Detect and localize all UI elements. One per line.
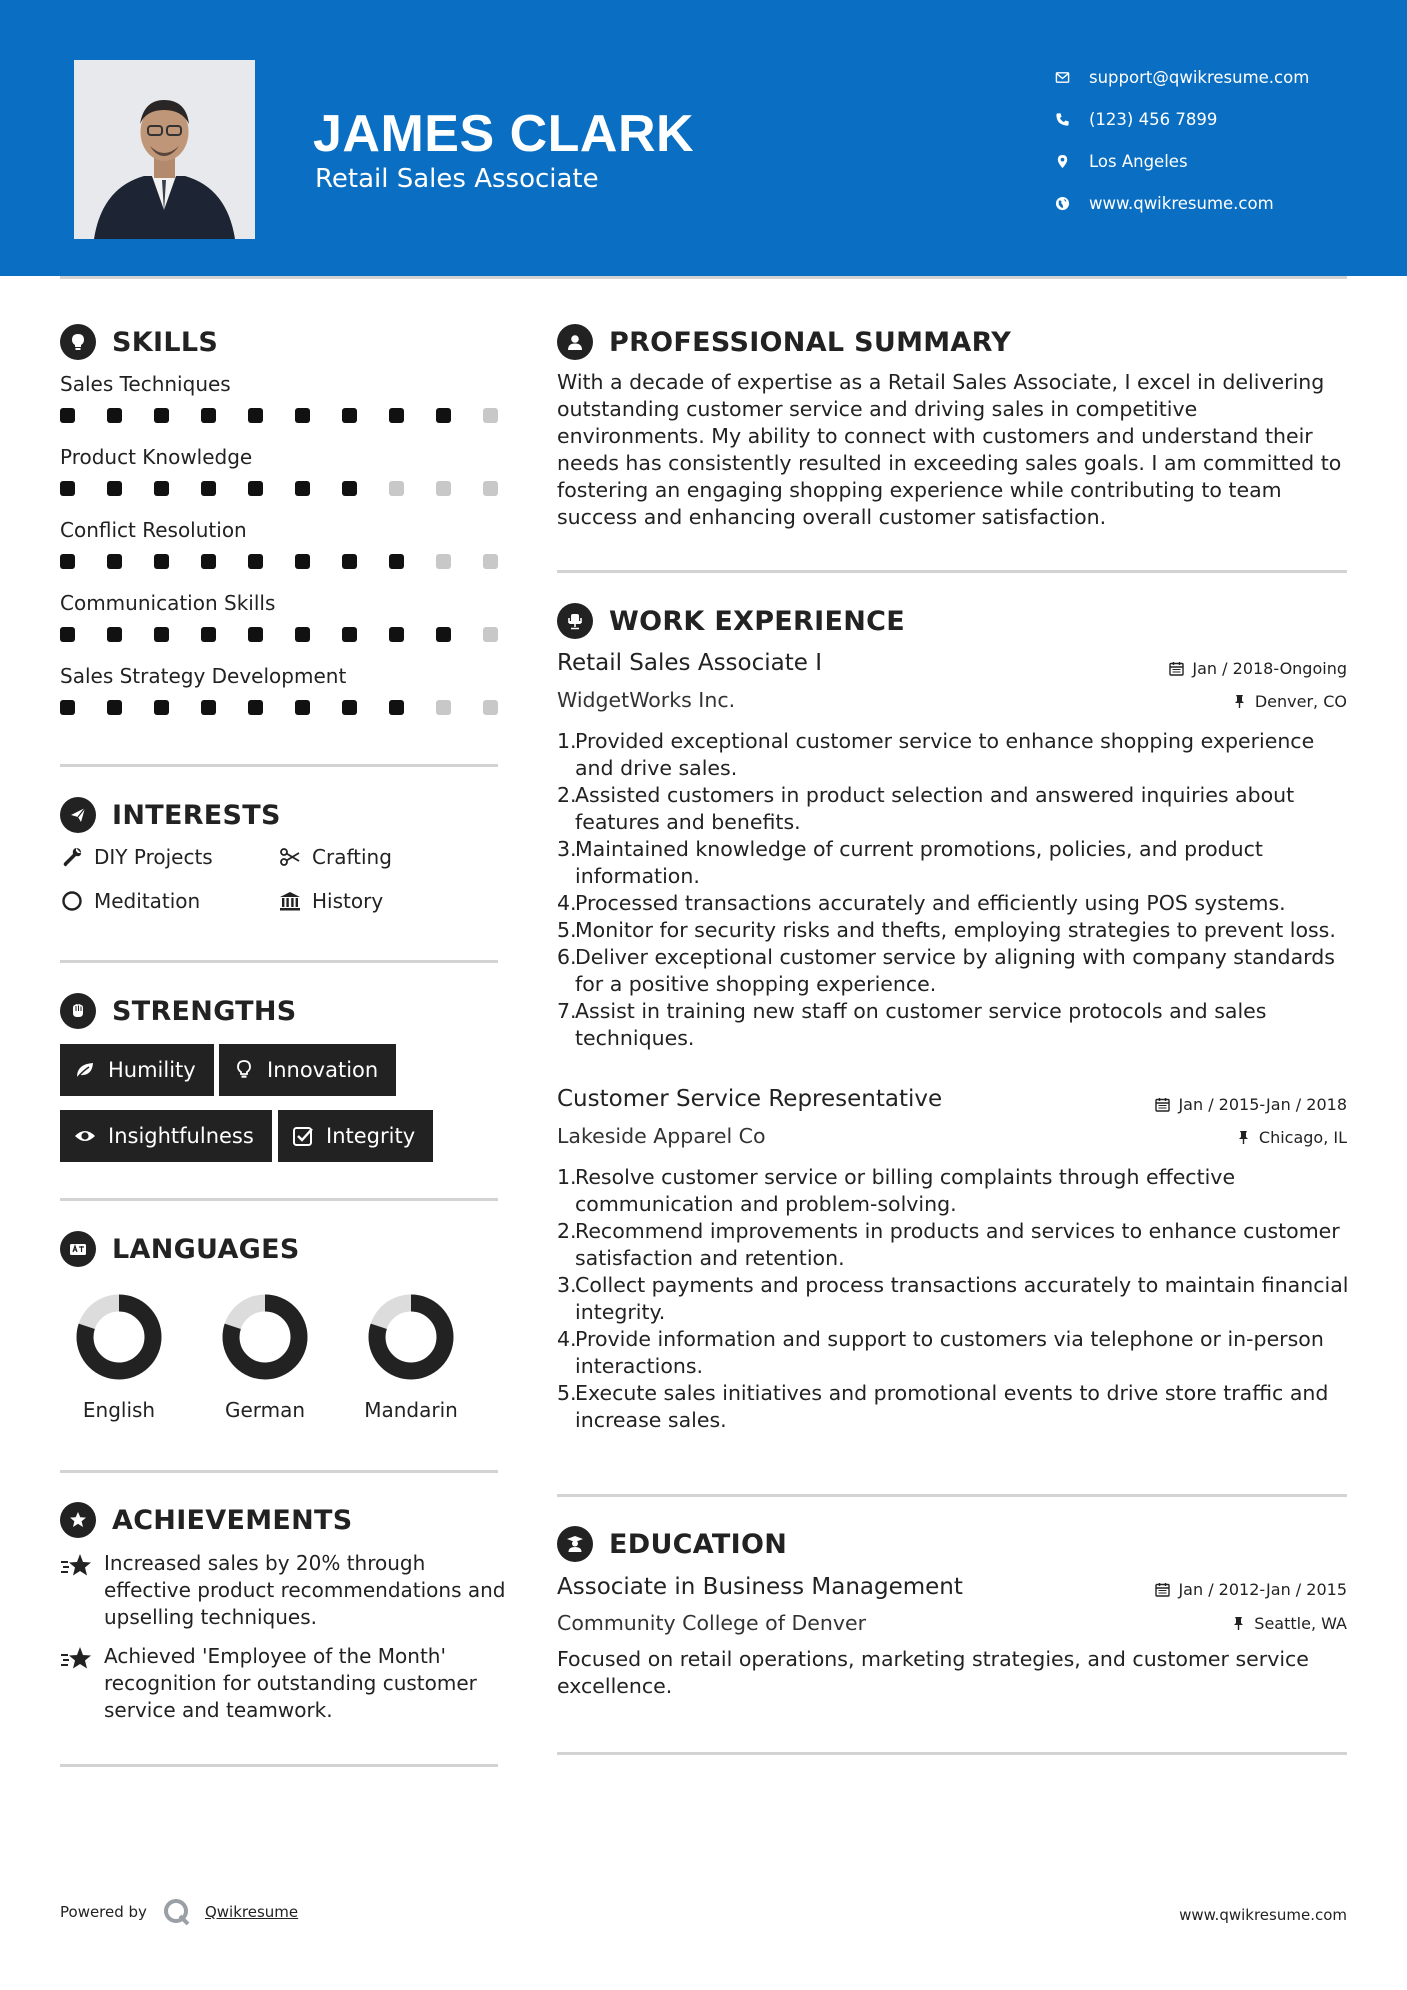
job-location-text: Denver, CO — [1254, 692, 1347, 711]
rating-dot-empty — [436, 554, 451, 569]
job-dates — [1169, 659, 1347, 678]
leaf-icon — [72, 1059, 98, 1081]
strength-label: Integrity — [326, 1124, 416, 1148]
language-name: German — [224, 1398, 306, 1422]
eye-icon — [72, 1125, 98, 1147]
pushpin-icon — [1231, 1616, 1246, 1631]
star-icon — [60, 1643, 104, 1724]
rating-dot-filled — [201, 700, 216, 715]
graduate-icon — [557, 1526, 593, 1562]
interest-item — [60, 845, 213, 869]
contact-phone — [1055, 98, 1309, 140]
experience-divider — [557, 1494, 1347, 1497]
contact-email[interactable] — [1055, 56, 1309, 98]
interests-divider — [60, 960, 498, 963]
job-location — [1232, 692, 1347, 711]
calendar-icon — [1155, 1582, 1170, 1597]
rating-dot-filled — [342, 554, 357, 569]
rating-dot-filled — [295, 408, 310, 423]
contact-location-text: Los Angeles — [1089, 151, 1188, 171]
star-icon — [60, 1550, 104, 1631]
education-school: Community College of Denver — [557, 1611, 867, 1635]
achievement-item — [60, 1550, 510, 1631]
contact-email-text[interactable]: support@qwikresume.com — [1089, 67, 1310, 87]
rating-dot-filled — [295, 700, 310, 715]
rating-dot-filled — [154, 700, 169, 715]
calendar-icon — [1155, 1097, 1170, 1112]
rating-dot-filled — [201, 627, 216, 642]
skill-rating — [60, 554, 498, 569]
skill-rating — [60, 627, 498, 642]
strength-label: Humility — [108, 1058, 196, 1082]
summary-title: PROFESSIONAL SUMMARY — [609, 326, 1012, 358]
job-duties — [557, 728, 1357, 1052]
rating-dot-empty — [483, 554, 498, 569]
rating-dot-filled — [107, 554, 122, 569]
duty-item: 7. Assist in training new staff on customer service protocols and sales techniques. — [557, 999, 1267, 1050]
rating-dot-empty — [483, 481, 498, 496]
profile-photo — [74, 60, 255, 239]
envelope-icon — [1055, 70, 1089, 85]
contact-list — [1055, 56, 1309, 224]
job-company: WidgetWorks Inc. — [557, 688, 736, 712]
rating-dot-filled — [436, 408, 451, 423]
fist-icon — [60, 993, 96, 1029]
education-divider — [557, 1752, 1347, 1755]
skill-item — [60, 589, 500, 642]
duty-item: 4. Processed transactions accurately and efficiently using POS systems. — [557, 891, 1286, 915]
language-icon — [60, 1231, 96, 1267]
rating-dot-filled — [342, 700, 357, 715]
job-duties — [557, 1164, 1357, 1434]
rating-dot-filled — [295, 481, 310, 496]
skills-title: SKILLS — [112, 326, 219, 358]
experience-title: WORK EXPERIENCE — [609, 605, 905, 637]
rating-dot-filled — [201, 481, 216, 496]
candidate-role: Retail Sales Associate — [315, 164, 599, 194]
rating-dot-filled — [154, 481, 169, 496]
rating-dot-filled — [107, 627, 122, 642]
duty-item: 3. Collect payments and process transactions accurately to maintain financial integrity. — [557, 1273, 1349, 1324]
office-chair-icon — [557, 603, 593, 639]
rating-dot-filled — [389, 554, 404, 569]
rating-dot-filled — [248, 481, 263, 496]
language-item — [44, 1294, 194, 1422]
interest-label: DIY Projects — [94, 845, 213, 869]
paper-plane-icon — [60, 797, 96, 833]
achievement-item — [60, 1643, 510, 1724]
star-badge-icon — [60, 1502, 96, 1538]
wrench-icon — [60, 845, 84, 869]
language-item — [336, 1294, 486, 1422]
achievement-text: Achieved 'Employee of the Month' recognition for outstanding customer service and teamwork. — [104, 1644, 477, 1722]
languages-divider — [60, 1470, 498, 1473]
strength-label: Innovation — [267, 1058, 379, 1082]
duty-item: 1. Resolve customer service or billing complaints through effective communication and problem-solving. — [557, 1165, 1236, 1216]
rating-dot-empty — [436, 700, 451, 715]
skill-rating — [60, 408, 498, 423]
map-pin-icon — [1055, 154, 1089, 169]
strengths-divider — [60, 1198, 498, 1201]
duty-item: 3. Maintained knowledge of current promotions, policies, and product information. — [557, 837, 1263, 888]
rating-dot-empty — [389, 481, 404, 496]
education-description: Focused on retail operations, marketing strategies, and customer service excellence. — [557, 1647, 1309, 1698]
skill-item — [60, 443, 500, 496]
skill-item — [60, 516, 500, 569]
interest-item — [278, 889, 383, 913]
languages-heading — [60, 1231, 300, 1267]
circle-icon — [60, 889, 84, 913]
rating-dot-filled — [154, 408, 169, 423]
rating-dot-filled — [107, 408, 122, 423]
skill-rating — [60, 700, 498, 715]
language-name: English — [82, 1398, 156, 1422]
rating-dot-filled — [60, 700, 75, 715]
rating-dot-empty — [483, 408, 498, 423]
footer-powered-by — [60, 1896, 298, 1928]
skill-name: Sales Techniques — [60, 372, 231, 396]
language-name: Mandarin — [364, 1398, 458, 1422]
interests-title: INTERESTS — [112, 799, 281, 831]
rating-dot-filled — [389, 627, 404, 642]
duty-item: 5. Monitor for security risks and thefts, employing strategies to prevent loss. — [557, 918, 1336, 942]
duty-item: 4. Provide information and support to customers via telephone or in-person interactions. — [557, 1327, 1324, 1378]
achievements-divider — [60, 1764, 498, 1767]
rating-dot-filled — [248, 408, 263, 423]
education-title: EDUCATION — [609, 1528, 788, 1560]
duty-item: 5. Execute sales initiatives and promotional events to drive store traffic and increase sales. — [557, 1381, 1329, 1432]
qwikresume-link[interactable]: Qwikresume — [204, 1903, 299, 1921]
language-item — [190, 1294, 340, 1422]
job-dates — [1155, 1095, 1347, 1114]
duty-item: 2. Recommend improvements in products and services to enhance customer satisfaction and retention. — [557, 1219, 1340, 1270]
summary-divider — [557, 570, 1347, 573]
interests-heading — [60, 797, 281, 833]
footer-website[interactable]: www.qwikresume.com — [1179, 1906, 1347, 1924]
experience-heading — [557, 603, 905, 639]
strength-tag — [60, 1044, 214, 1096]
job-location — [1236, 1128, 1347, 1147]
rating-dot-empty — [483, 627, 498, 642]
rating-dot-filled — [342, 408, 357, 423]
education-dates-text: Jan / 2012-Jan / 2015 — [1178, 1580, 1347, 1599]
rating-dot-filled — [107, 700, 122, 715]
pushpin-icon — [1232, 694, 1247, 709]
achievements-title: ACHIEVEMENTS — [112, 1504, 353, 1536]
skill-item — [60, 370, 500, 423]
skills-heading — [60, 324, 218, 360]
interest-label: History — [312, 889, 384, 913]
powered-by-text: Powered by — [60, 1903, 147, 1921]
job-dates-text: Jan / 2015-Jan / 2018 — [1178, 1095, 1347, 1114]
rating-dot-filled — [154, 627, 169, 642]
user-icon — [557, 324, 593, 360]
institution-icon — [278, 889, 302, 913]
header-divider — [60, 276, 1347, 279]
summary-heading — [557, 324, 1011, 360]
rating-dot-filled — [60, 481, 75, 496]
rating-dot-filled — [201, 554, 216, 569]
duty-item: 6. Deliver exceptional customer service by aligning with company standards for a positive shopping experience. — [557, 945, 1335, 996]
education-dates — [1155, 1580, 1347, 1599]
strength-tag — [278, 1110, 433, 1162]
rating-dot-filled — [295, 554, 310, 569]
rating-dot-filled — [389, 700, 404, 715]
interest-item — [60, 889, 200, 913]
job-location-text: Chicago, IL — [1258, 1128, 1347, 1147]
rating-dot-filled — [154, 554, 169, 569]
check-square-icon — [290, 1125, 316, 1147]
rating-dot-filled — [295, 627, 310, 642]
achievements-heading — [60, 1502, 353, 1538]
rating-dot-filled — [389, 408, 404, 423]
phone-icon — [1055, 112, 1089, 127]
skill-item — [60, 662, 500, 715]
job-title: Retail Sales Associate I — [557, 650, 822, 676]
job-title: Customer Service Representative — [557, 1086, 943, 1112]
duty-item: 2. Assisted customers in product selection and answered inquiries about features and benefits. — [557, 783, 1295, 834]
education-degree: Associate in Business Management — [557, 1574, 963, 1600]
rating-dot-filled — [60, 627, 75, 642]
rating-dot-filled — [201, 408, 216, 423]
summary-text: With a decade of expertise as a Retail Sales Associate, I excel in delivering outstanding customer service and driving sales in competitive environments. My ability to connect with customers and understand their needs has consistently resulted in exceeding sales goals. I am committed to fostering an engaging shopping experience while contributing to team success and enhancing overall customer satisfaction. — [557, 370, 1342, 529]
rating-dot-empty — [436, 481, 451, 496]
strengths-title: STRENGTHS — [112, 995, 297, 1027]
scissors-icon — [278, 845, 302, 869]
rating-dot-empty — [483, 700, 498, 715]
interest-item — [278, 845, 392, 869]
skills-divider — [60, 764, 498, 767]
job-company: Lakeside Apparel Co — [557, 1124, 766, 1148]
skill-name: Product Knowledge — [60, 445, 253, 469]
rating-dot-filled — [248, 700, 263, 715]
job-dates-text: Jan / 2018-Ongoing — [1192, 659, 1347, 678]
achievement-text: Increased sales by 20% through effective product recommendations and upselling techniques. — [104, 1551, 506, 1629]
education-location-text: Seattle, WA — [1254, 1614, 1347, 1633]
skill-name: Sales Strategy Development — [60, 664, 347, 688]
resume-header — [0, 0, 1407, 276]
contact-phone-text: (123) 456 7899 — [1089, 109, 1218, 129]
contact-website[interactable] — [1055, 182, 1309, 224]
lightbulb-icon — [60, 324, 96, 360]
pushpin-icon — [1236, 1130, 1251, 1145]
strength-label: Insightfulness — [108, 1124, 254, 1148]
education-location — [1231, 1614, 1347, 1633]
strength-tag — [60, 1110, 272, 1162]
languages-title: LANGUAGES — [112, 1233, 300, 1265]
language-donut — [76, 1294, 162, 1380]
contact-website-text[interactable]: www.qwikresume.com — [1089, 193, 1274, 213]
language-donut — [222, 1294, 308, 1380]
rating-dot-filled — [60, 408, 75, 423]
duty-item: 1. Provided exceptional customer service to enhance shopping experience and drive sales. — [557, 729, 1315, 780]
candidate-name: JAMES CLARK — [313, 105, 695, 163]
education-heading — [557, 1526, 787, 1562]
globe-icon — [1055, 196, 1089, 211]
qwikresume-logo-icon — [161, 1896, 193, 1928]
rating-dot-filled — [436, 627, 451, 642]
interest-label: Meditation — [94, 889, 201, 913]
strengths-heading — [60, 993, 297, 1029]
skill-name: Communication Skills — [60, 591, 276, 615]
strength-tag — [219, 1044, 396, 1096]
rating-dot-filled — [107, 481, 122, 496]
rating-dot-filled — [248, 554, 263, 569]
rating-dot-filled — [60, 554, 75, 569]
calendar-icon — [1169, 661, 1184, 676]
language-donut — [368, 1294, 454, 1380]
rating-dot-filled — [342, 481, 357, 496]
contact-location — [1055, 140, 1309, 182]
skill-rating — [60, 481, 498, 496]
lightbulb-icon — [231, 1059, 257, 1081]
skill-name: Conflict Resolution — [60, 518, 247, 542]
rating-dot-filled — [342, 627, 357, 642]
rating-dot-filled — [248, 627, 263, 642]
interest-label: Crafting — [312, 845, 392, 869]
